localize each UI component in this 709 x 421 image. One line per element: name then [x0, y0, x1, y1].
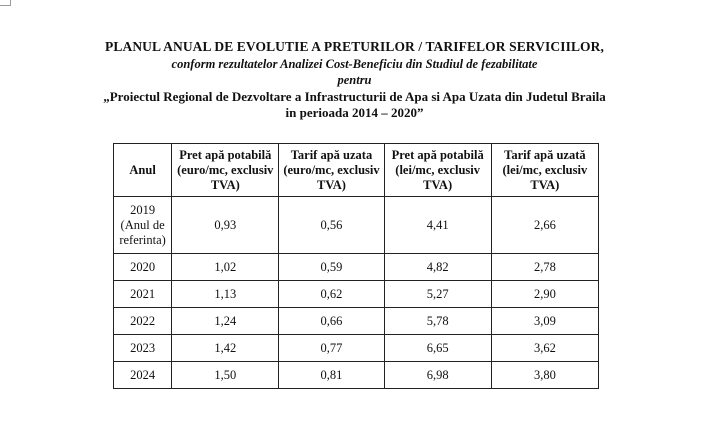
- table-row: [114, 254, 599, 281]
- cell-wastewater-tariff-lei: 3,62: [491, 335, 598, 362]
- cell-water-price-euro: 1,42: [172, 335, 279, 362]
- document-subtitle-for: pentru: [337, 73, 372, 87]
- cell-year: 2020: [114, 254, 172, 281]
- page-corner-mark: [0, 0, 11, 6]
- cell-water-price-lei: 4,82: [384, 254, 491, 281]
- table-row: [114, 362, 599, 389]
- cell-water-price-lei: 6,65: [384, 335, 491, 362]
- header-water-price-lei: Pret apă potabilă (lei/mc, exclusiv TVA): [384, 144, 491, 197]
- cell-wastewater-tariff-lei: 3,09: [491, 308, 598, 335]
- header-water-price-euro: Pret apă potabilă (euro/mc, exclusiv TVA): [172, 144, 279, 197]
- project-name: „Proiectul Regional de Dezvoltare a Infrastructurii de Apa si Apa Uzata din Judetul Braila: [103, 89, 606, 104]
- cell-water-price-euro: 1,24: [172, 308, 279, 335]
- cell-wastewater-tariff-euro: 0,81: [279, 362, 384, 389]
- table-row: [114, 281, 599, 308]
- document-subtitle: conform rezultatelor Analizei Cost-Beneficiu din Studiul de fezabilitate: [171, 57, 538, 71]
- header-year: Anul: [114, 144, 172, 197]
- cell-water-price-euro: 1,02: [172, 254, 279, 281]
- cell-water-price-euro: 1,13: [172, 281, 279, 308]
- cell-wastewater-tariff-lei: 2,78: [491, 254, 598, 281]
- cell-wastewater-tariff-euro: 0,77: [279, 335, 384, 362]
- cell-year: 2022: [114, 308, 172, 335]
- cell-water-price-euro: 0,93: [172, 197, 279, 254]
- cell-wastewater-tariff-euro: 0,56: [279, 197, 384, 254]
- document-title: PLANUL ANUAL DE EVOLUTIE A PRETURILOR / TARIFELOR SERVICIILOR,: [105, 39, 604, 54]
- cell-water-price-lei: 4,41: [384, 197, 491, 254]
- project-period: in perioada 2014 – 2020”: [285, 105, 424, 120]
- cell-water-price-euro: 1,50: [172, 362, 279, 389]
- cell-year: 2024: [114, 362, 172, 389]
- cell-water-price-lei: 6,98: [384, 362, 491, 389]
- cell-year: 2019 (Anul de referinta): [114, 197, 172, 254]
- cell-wastewater-tariff-euro: 0,62: [279, 281, 384, 308]
- cell-wastewater-tariff-euro: 0,66: [279, 308, 384, 335]
- cell-year: 2023: [114, 335, 172, 362]
- table-row: [114, 308, 599, 335]
- cell-wastewater-tariff-lei: 3,80: [491, 362, 598, 389]
- tariff-table: [113, 143, 599, 389]
- cell-water-price-lei: 5,78: [384, 308, 491, 335]
- cell-wastewater-tariff-euro: 0,59: [279, 254, 384, 281]
- table-header-row: [114, 144, 599, 197]
- header-wastewater-tariff-euro: Tarif apă uzata (euro/mc, exclusiv TVA): [279, 144, 384, 197]
- cell-year: 2021: [114, 281, 172, 308]
- table-row: [114, 335, 599, 362]
- header-wastewater-tariff-lei: Tarif apă uzată (lei/mc, exclusiv TVA): [491, 144, 598, 197]
- table-row: [114, 197, 599, 254]
- cell-wastewater-tariff-lei: 2,90: [491, 281, 598, 308]
- cell-wastewater-tariff-lei: 2,66: [491, 197, 598, 254]
- cell-water-price-lei: 5,27: [384, 281, 491, 308]
